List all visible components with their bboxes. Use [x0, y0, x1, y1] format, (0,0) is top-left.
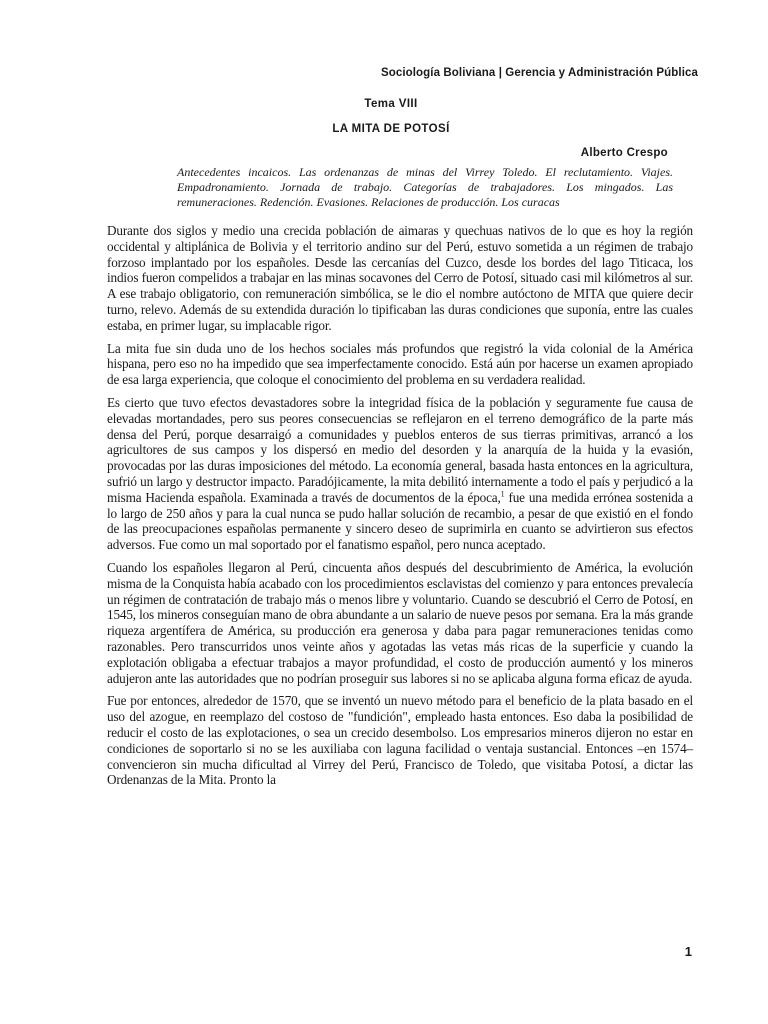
running-header: Sociología Boliviana | Gerencia y Administración Pública — [380, 67, 698, 79]
paragraph-2: La mita fue sin duda uno de los hechos sociales más profundos que registró la vida colonial de la América hispana, pero eso no ha impedido que sea imperfectamente conocido. Está aún por hacerse un examen apropiado de esa larga experiencia, que coloque el conocimiento del problema en su verdadera realidad. — [107, 340, 693, 388]
chapter-label: Tema VIII — [364, 98, 418, 110]
paragraph-3-part-a: Es cierto que tuvo efectos devastadores sobre la integridad física de la población y seguramente fue causa de elevadas mortandades, pero sus peores consecuencias se reflejaron en el terreno demográfico de la parte más densa del Perú, porque desarraigó a comunidades y pueblos enteros de sus tierras primitivas, arrancó a los agricultores de sus campos y los dispersó en medio del desorden y la anarquía de la huida y la evasión, provocadas por las duras imposiciones del método. La economía general, basada hasta entonces en la agricultura, sufrió un largo y destructor impacto. Paradójicamente, la mita debilitó internamente a todo el país y perjudicó a la misma Hacienda española. Examinada a través de documentos de la época, — [107, 394, 693, 505]
abstract: Antecedentes incaicos. Las ordenanzas de minas del Virrey Toledo. El reclutamiento. Viajes. Empadronamiento. Jornada de trabajo. Categorías de trabajadores. Los mingados. Las remuneraciones. Redención. Evasiones. Relaciones de producción. Los curacas — [177, 165, 673, 209]
page-title: LA MITA DE POTOSÍ — [332, 123, 450, 135]
paragraph-3-part-b: fue una medida errónea sostenida a lo largo de 250 años y para la cual nunca se pudo hallar solución de recambio, a pesar de que existió en el fondo de las preocupaciones españolas permanente y sincero deseo de suprimirla en cuanto se advirtieron sus efectos adversos. Fue como un mal soportado por el fanatismo español, pero nunca aceptado. — [107, 489, 694, 553]
body-text — [107, 223, 693, 795]
paragraph-3 — [107, 395, 693, 553]
paragraph-4: Cuando los españoles llegaron al Perú, cincuenta años después del descubrimiento de América, la evolución misma de la Conquista había acabado con los procedimientos esclavistas del comienzo y para entonces prevalecía un régimen de contratación de trabajo más o menos libre y voluntario. Cuando se descubrió el Cerro de Potosí, en 1545, los mineros conseguían mano de obra abundante a un salario de nueve pesos por semana. Era la más grande riqueza argentífera de América, su producción era generosa y daba para pagar remuneraciones tenidas como razonables. Pero transcurridos unos veinte años y agotadas las vetas más ricas de la superficie y cuando la explotación obligaba a efectuar trabajos a mayor profundidad, el costo de producción aumentó y los mineros adujeron ante las autoridades que no podrían proseguir sus labores si no se aplicaba alguna forma eficaz de ayuda. — [107, 559, 693, 686]
footnote-marker[interactable]: 1 — [500, 489, 505, 499]
paragraph-1: Durante dos siglos y medio una crecida población de aimaras y quechuas nativos de lo que es hoy la región occidental y altiplánica de Bolivia y el territorio andino sur del Perú, estuvo sometida a un régimen de trabajo forzoso implantado por los españoles. Desde las cercanías del Cuzco, desde los bordes del lago Titicaca, los indios fueron compelidos a trabajar en las minas socavones del Cerro de Potosí, situado casi mil kilómetros al sur. A ese trabajo obligatorio, con remuneración simbólica, se le dio el nombre autóctono de MITA que quiere decir turno, relevo. Además de su extendida duración lo tipificaban las duras condiciones que suponía, entre las cuales estaba, en primer lugar, su implacable rigor. — [107, 223, 693, 333]
author-name: Alberto Crespo — [580, 147, 668, 159]
page-number: 1 — [684, 944, 692, 959]
paragraph-5: Fue por entonces, alrededor de 1570, que se inventó un nuevo método para el beneficio de la plata basado en el uso del azogue, en reemplazo del costoso de "fundición", empleado hasta entonces. Eso daba la posibilidad de reducir el costo de las explotaciones, o sea un crecido desembolso. Los empresarios mineros dijeron no estar en condiciones de soportarlo si no se les auxiliaba con laguna facilidad o ventaja sustancial. Entonces –en 1574– convencieron sin mucha dificultad al Virrey del Perú, Francisco de Toledo, que visitaba Potosí, a dictar las Ordenanzas de la Mita. Pronto la — [107, 693, 693, 788]
